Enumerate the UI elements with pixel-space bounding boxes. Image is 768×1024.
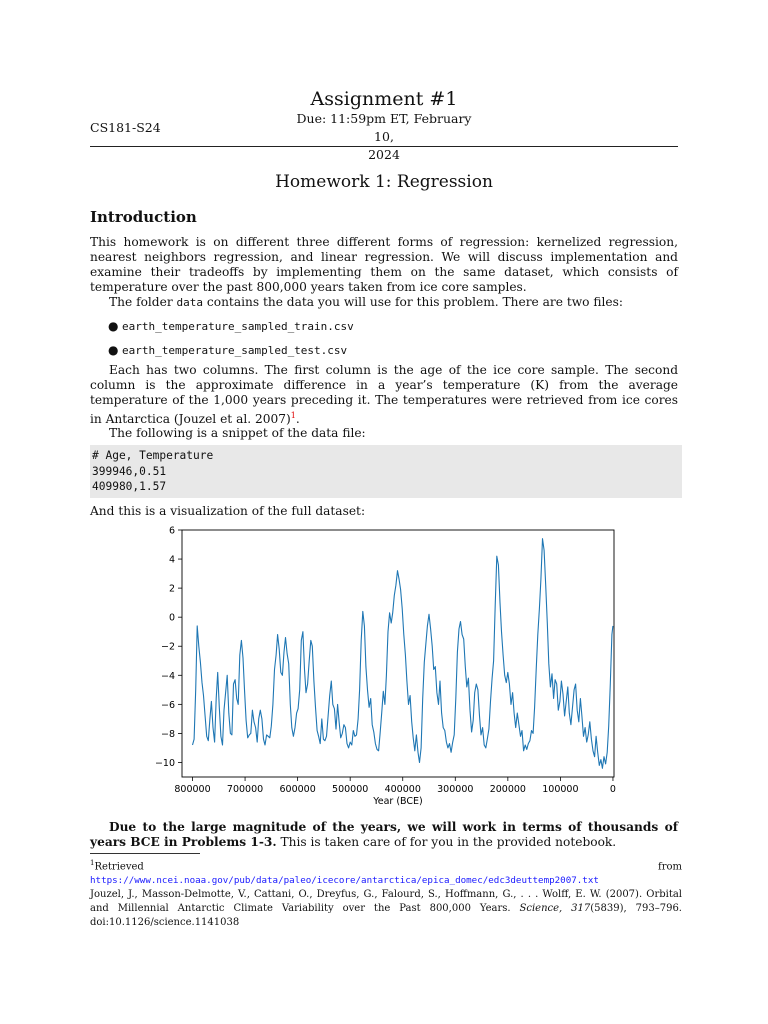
x-tick-label: 400000 xyxy=(384,784,421,795)
bullet-icon: ● xyxy=(108,319,119,333)
y-tick-label: −2 xyxy=(160,641,175,653)
x-tick-label: 100000 xyxy=(542,784,579,795)
y-tick-label: 6 xyxy=(168,525,175,537)
x-tick-label: 0 xyxy=(609,784,616,795)
x-axis-label: Year (BCE) xyxy=(373,796,423,807)
p6-bold: Due to the large magnitude of the years, we will work in terms of thousands of years BCE in Problems 1-3. xyxy=(90,820,678,849)
x-tick-label: 800000 xyxy=(174,784,211,795)
file-list-item xyxy=(108,319,354,333)
plot-frame xyxy=(182,530,614,777)
temperature-chart xyxy=(140,522,630,812)
train-file-name: earth_temperature_sampled_train.csv xyxy=(122,320,354,333)
footnote-marker[interactable]: 1 xyxy=(290,411,296,420)
y-tick-label: 0 xyxy=(168,612,175,624)
x-tick-label: 600000 xyxy=(279,784,316,795)
y-tick-label: 4 xyxy=(168,554,175,566)
code-line: # Age, Temperature xyxy=(92,449,214,462)
test-file-name: earth_temperature_sampled_test.csv xyxy=(122,344,348,357)
assignment-title: Assignment #1 xyxy=(310,88,458,110)
p3-text: Each has two columns. The first column is the age of the ice core sample. The second column is the approximate difference in a year’s temperature (K) from the average temperature of the 1,000 years preceding it. The temperatures were retrieved from ice cores in Antarctica (Jouzel et al. 2007) xyxy=(90,363,678,427)
file-list-item xyxy=(108,343,347,357)
due-line-1: Due: 11:59pm ET, February 10, xyxy=(296,111,472,144)
header-rule xyxy=(90,146,678,147)
x-tick-label: 300000 xyxy=(437,784,474,795)
x-tick-label: 700000 xyxy=(226,784,264,795)
p6-rest: This is taken care of for you in the provided notebook. xyxy=(276,835,617,849)
intro-paragraph-4: The following is a snippet of the data file: xyxy=(109,426,366,440)
due-line-2: 2024 xyxy=(368,147,400,162)
x-tick-label: 500000 xyxy=(332,784,369,795)
footnote-number: 1 xyxy=(90,859,95,867)
footnote xyxy=(90,856,682,930)
code-line: 399946,0.51 xyxy=(92,464,167,478)
code-snippet xyxy=(90,445,682,498)
course-code: CS181-S24 xyxy=(90,120,161,135)
y-tick-label: −4 xyxy=(160,670,175,682)
intro-paragraph-1: This homework is on different three different forms of regression: kernelized regression, nearest neighbors regression, and linear regression. We will discuss implementation and examine their tradeoffs by implementing them on the same dataset, which consists of temperature over the past 800,000 years taken from ice core samples. xyxy=(90,235,678,294)
citation-journal: Science, 317 xyxy=(519,903,591,915)
citation-authors: Jouzel, J., Masson-Delmotte, V., Cattani, O., Dreyfus, G., Falourd, S., Hoffmann, G., . . . Wolff, E. W. (2007). Orbital and Millennial Antarctic Climate Variability over the Past 800,000 Years. xyxy=(90,889,682,915)
footnote-rule xyxy=(90,853,200,854)
code-line: 409980,1.57 xyxy=(92,480,167,493)
y-tick-label: −6 xyxy=(160,699,175,711)
due-date xyxy=(294,110,474,164)
x-tick-label: 200000 xyxy=(489,784,526,795)
section-heading-introduction: Introduction xyxy=(90,208,197,226)
p2-pre: The folder xyxy=(109,295,177,309)
p2-post: contains the data you will use for this problem. There are two files: xyxy=(203,295,623,309)
footnote-citation xyxy=(90,888,682,930)
citation-rest: (5839), 793–796. doi:10.1126/science.1141038 xyxy=(90,903,682,929)
homework-title: Homework 1: Regression xyxy=(275,172,493,192)
footnote-retrieved-text: Retrieved from xyxy=(94,861,682,873)
bullet-icon: ● xyxy=(108,343,119,357)
temperature-series-line xyxy=(193,539,613,769)
y-tick-label: 2 xyxy=(168,583,175,595)
intro-paragraph-2 xyxy=(90,295,678,310)
chart-ticks xyxy=(155,526,616,796)
footnote-retrieved xyxy=(90,856,682,888)
y-tick-label: −10 xyxy=(154,757,175,769)
data-folder-code: data xyxy=(176,296,204,309)
intro-paragraph-6 xyxy=(90,820,678,850)
intro-paragraph-5: And this is a visualization of the full dataset: xyxy=(90,504,366,518)
intro-paragraph-3: Each has two columns. The first column is the age of the ice core sample. The second column is the approximate difference in a year’s temperature (K) from the average temperature of the 1,000 years preceding it. The temperatures were retrieved from ice cores in Antarctica (Jouzel et al. 2007)$^1$. xyxy=(90,363,678,427)
y-tick-label: −8 xyxy=(160,728,175,740)
source-url-link[interactable]: https://www.ncei.noaa.gov/pub/data/paleo/icecore/antarctica/epica_domec/edc3deuttemp2007.txt xyxy=(90,875,599,887)
